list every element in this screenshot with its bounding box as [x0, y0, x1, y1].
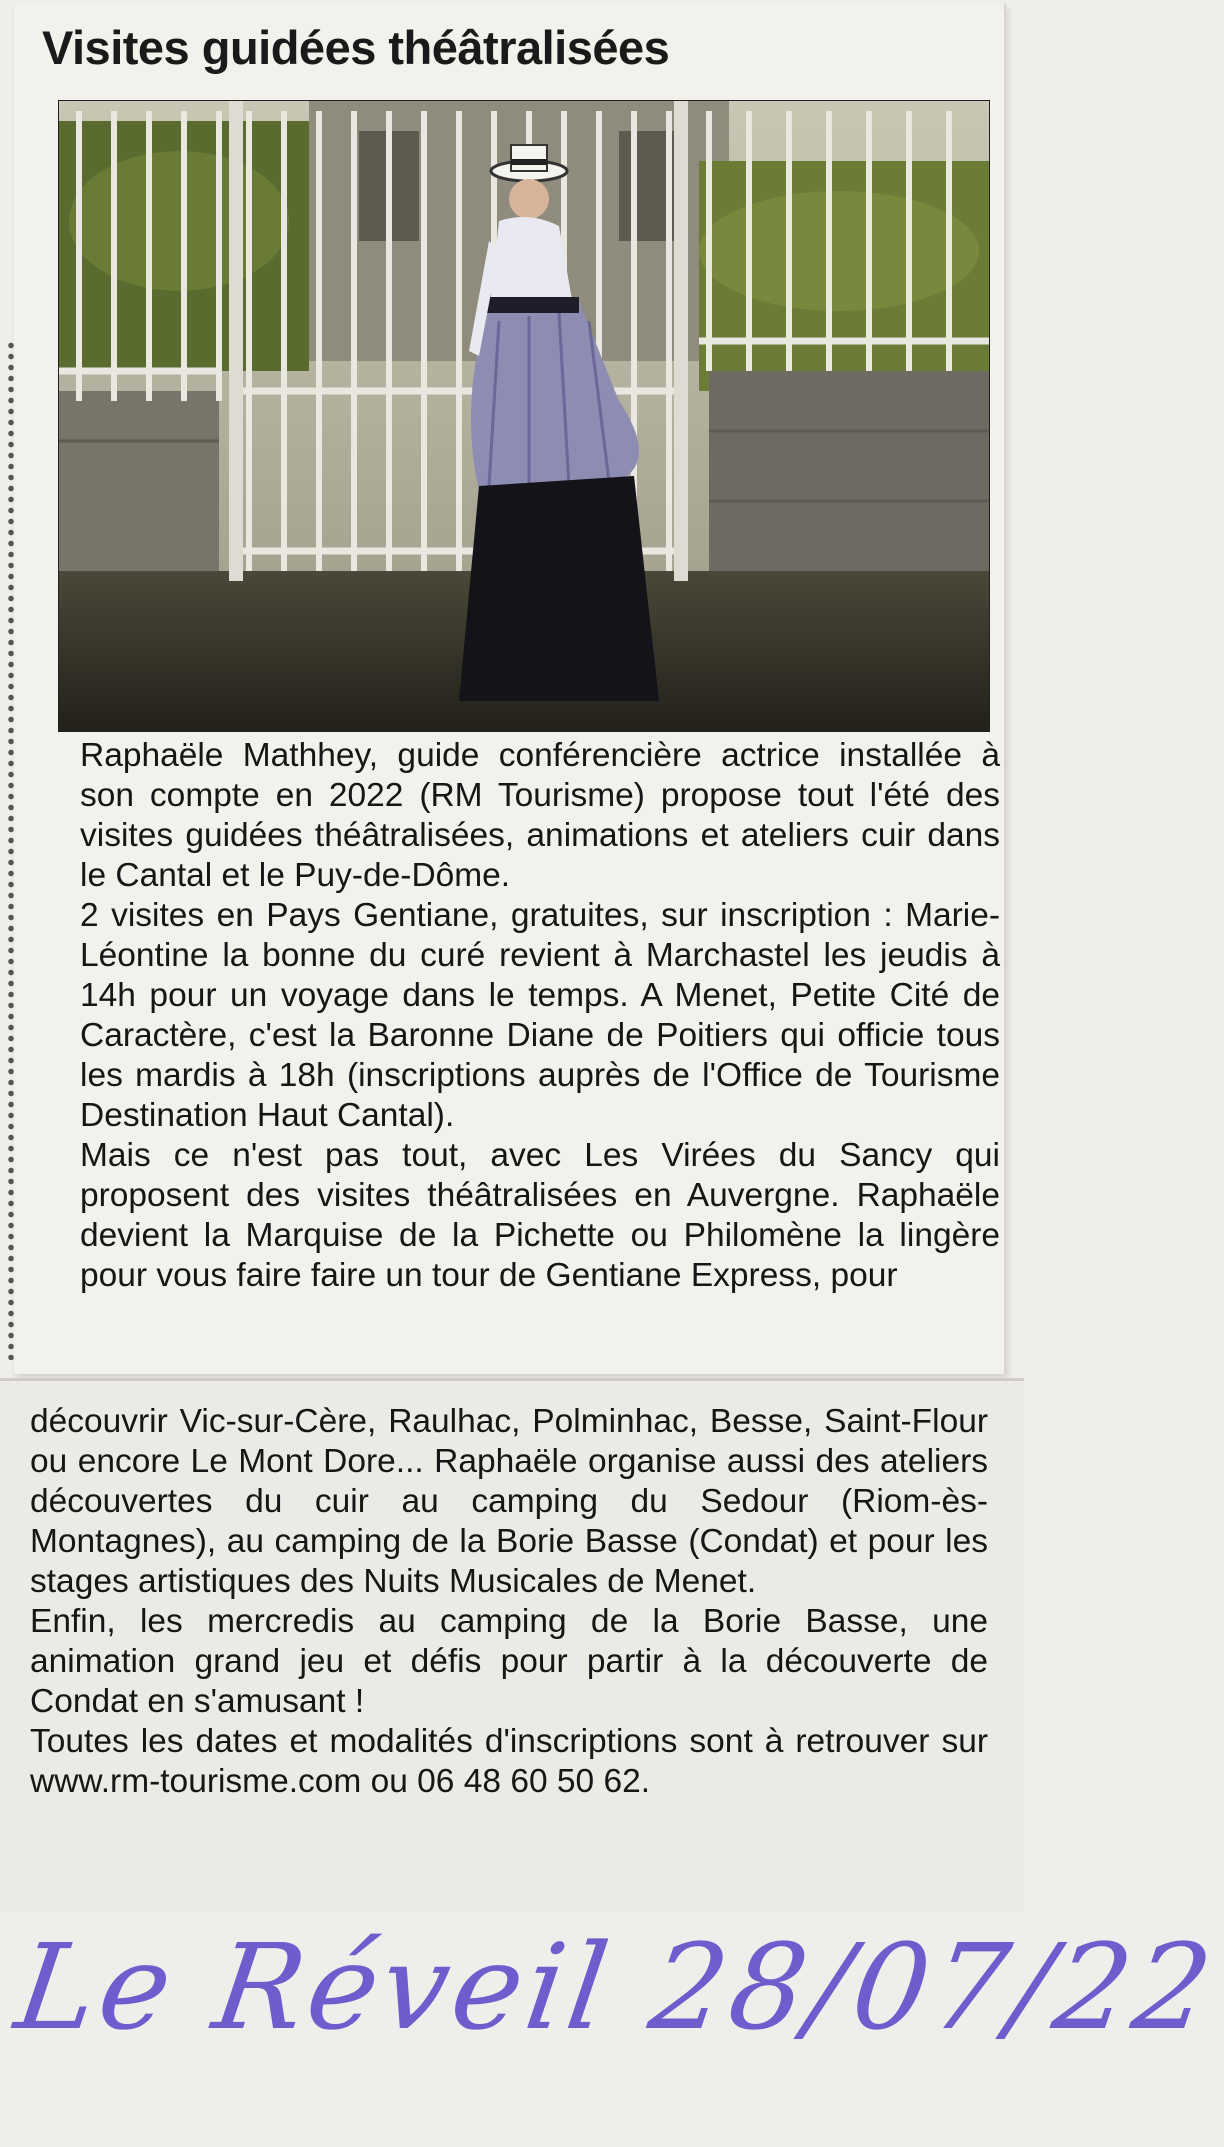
article-paragraph: découvrir Vic-sur-Cère, Raulhac, Polminhac, Besse, Saint-Flour ou encore Le Mont Dore... Raphaële organise aussi des ateliers découvertes du cuir au camping du Sedour (Riom-ès-Montagnes), au camping de la Borie Basse (Condat) et pour les stages artistiques des Nuits Musicales de Menet. — [30, 1403, 988, 1600]
handwritten-source-note: Le Réveil 28/07/22 — [8, 1918, 1224, 2056]
photo-illustration — [59, 101, 989, 731]
article-title: Visites guidées théâtralisées — [42, 21, 670, 74]
costumed-guide-photo — [58, 100, 990, 732]
article-paragraph: Raphaële Mathhey, guide conférencière actrice installée à son compte en 2022 (RM Tourisme) propose tout l'été des visites guidées théâtralisées, animations et ateliers cuir dans le Cantal et le Puy-de-Dôme. — [80, 737, 1000, 894]
article-paragraph: Toutes les dates et modalités d'inscriptions sont à retrouver sur www.rm-tourisme.com ou 06 48 60 50 62. — [30, 1723, 988, 1800]
article-paragraph: 2 visites en Pays Gentiane, gratuites, sur inscription : Marie-Léontine la bonne du curé revient à Marchastel les jeudis à 14h pour un voyage dans le temps. A Menet, Petite Cité de Caractère, c'est la Baronne Diane de Poitiers qui officie tous les mardis à 18h (inscriptions auprès de l'Office de Tourisme Destination Haut Cantal). — [80, 897, 1000, 1134]
article-paragraph: Enfin, les mercredis au camping de la Borie Basse, une animation grand jeu et défis pour partir à la découverte de Condat en s'amusant ! — [30, 1603, 988, 1720]
perforated-edge — [6, 340, 16, 1360]
article-body-lower — [30, 1402, 988, 1802]
article-paragraph: Mais ce n'est pas tout, avec Les Virées du Sancy qui proposent des visites théâtralisées en Auvergne. Raphaële devient la Marquise de la Pichette ou Philomène la lingère pour vous faire faire un tour de Gentiane Express, pour — [80, 1137, 1000, 1294]
article-body-upper — [80, 736, 1000, 1296]
